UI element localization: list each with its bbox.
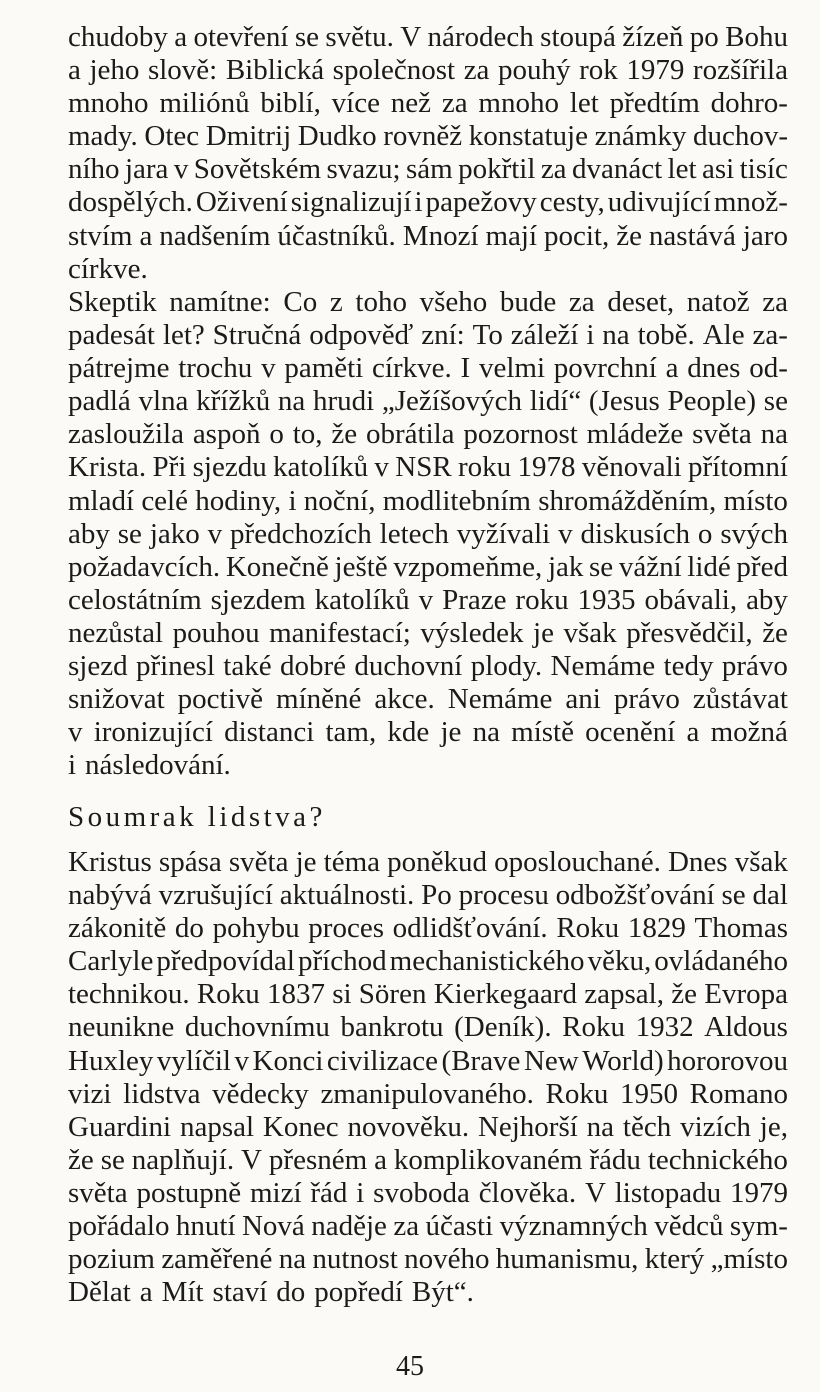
text-line: nezůstal pouhou manifestací; výsledek je však přesvědčil, že [68, 616, 788, 649]
text-line: Guardini napsal Konec novověku. Nejhorší na těch vizích je, [68, 1110, 788, 1143]
text-line: mnoho miliónů biblí, více než za mnoho let předtím dohro- [68, 87, 788, 120]
text-line: zasloužila aspoň o to, že obrátila pozornost mládeže světa na [68, 418, 788, 451]
text-line: světa postupně mizí řád i svoboda člověka. V listopadu 1979 [68, 1176, 788, 1209]
text-line: zákonitě do pohybu proces odlidšťování. Roku 1829 Thomas [68, 912, 788, 945]
paragraph-1 [68, 21, 788, 286]
text-line: dospělých. Oživení signalizují i papežovy cesty, udivující množ- [68, 186, 788, 219]
text-line: technikou. Roku 1837 si Sören Kierkegaard zapsal, že Evropa [68, 978, 788, 1011]
text-line: aby se jako v předchozích letech vyžívali v diskusích o svých [68, 517, 788, 550]
text-line: padlá vlna křížků na hrudi „Ježíšových lidí“ (Jesus People) se [68, 385, 788, 418]
text-line: požadavcích. Konečně ještě vzpomeňme, jak se vážní lidé před [68, 550, 788, 583]
text-line: Krista. Při sjezdu katolíků v NSR roku 1978 věnovali přítomní [68, 451, 788, 484]
text-line: a jeho slově: Biblická společnost za pouhý rok 1979 rozšířila [68, 54, 788, 87]
text-line: celostátním sjezdem katolíků v Praze roku 1935 obávali, aby [68, 583, 788, 616]
text-line: Kristus spása světa je téma poněkud oposlouchané. Dnes však [68, 846, 788, 878]
text-line: nabývá vzrušující aktuálnosti. Po procesu odbožšťování se dal [68, 879, 788, 912]
text-line: snižovat poctivě míněné akce. Nemáme ani právo zůstávat [68, 683, 788, 716]
text-line: že se naplňují. V přesném a komplikovaném řádu technického [68, 1143, 788, 1176]
text-line: padesát let? Stručná odpověď zní: To záleží i na tobě. Ale za- [68, 319, 788, 352]
text-line: v ironizující distanci tam, kde je na místě ocenění a možná [68, 716, 788, 749]
text-line: pátrejme trochu v paměti církve. I velmi povrchní a dnes od- [68, 352, 788, 385]
text-line: Dělat a Mít staví do popředí Být“. [68, 1276, 474, 1309]
text-line: pozium zaměřené na nutnost nového humanismu, který „místo [68, 1243, 788, 1276]
text-line: sjezd přinesl také dobré duchovní plody. Nemáme tedy právo [68, 650, 788, 683]
text-line: církve. [68, 252, 148, 285]
text-line: vizi lidstva vědecky zmanipulovaného. Roku 1950 Romano [68, 1077, 788, 1110]
text-line: Skeptik namítne: Co z toho všeho bude za deset, natož za [68, 286, 788, 318]
text-line: stvím a nadšením účastníků. Mnozí mají pocit, že nastává jaro [68, 219, 788, 252]
paragraph-3 [68, 846, 788, 1309]
text-line: chudoby a otevření se světu. V národech stoupá žízeň po Bohu [68, 21, 788, 53]
text-line: neunikne duchovnímu bankrotu (Deník). Roku 1932 Aldous [68, 1011, 788, 1044]
text-line: Huxley vylíčil v Konci civilizace (Brave New World) hororovou [68, 1044, 788, 1077]
text-line: Carlyle předpovídal příchod mechanistického věku, ovládaného [68, 945, 788, 978]
text-line: i následování. [68, 749, 231, 782]
paragraph-2 [68, 286, 788, 782]
page-number: 45 [396, 1351, 424, 1382]
section-heading: Soumrak lidstva? [68, 801, 326, 833]
text-line: pořádalo hnutí Nová naděje za účasti významných vědců sym- [68, 1210, 788, 1243]
text-line: mady. Otec Dmitrij Dudko rovněž konstatuje známky duchov- [68, 120, 788, 153]
text-line: mladí celé hodiny, i noční, modlitebním shromážděním, místo [68, 484, 788, 517]
text-line: ního jara v Sovětském svazu; sám pokřtil za dvanáct let asi tisíc [68, 153, 788, 186]
